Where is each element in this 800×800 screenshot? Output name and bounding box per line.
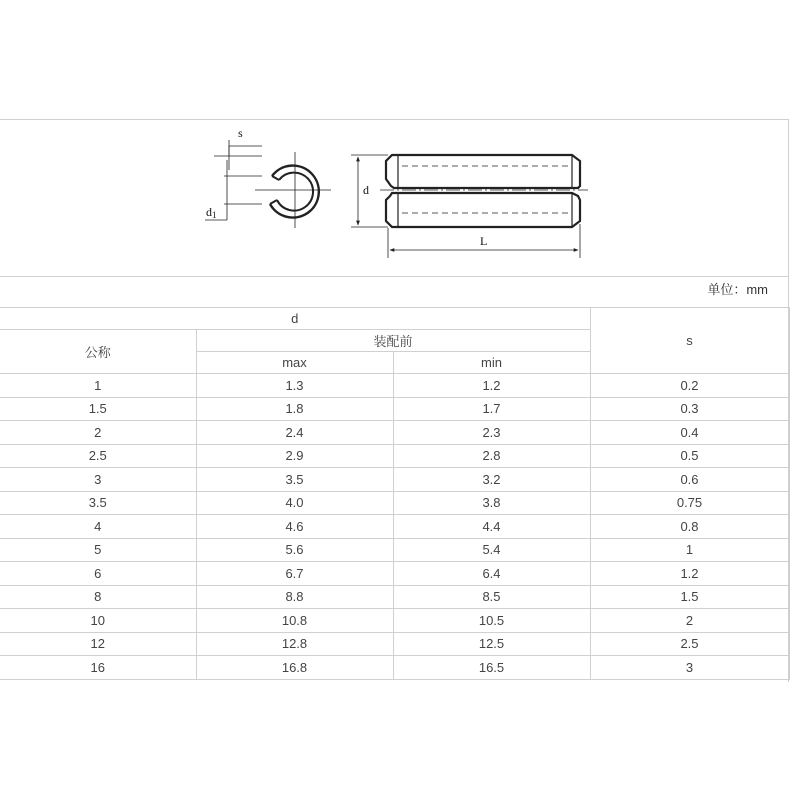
table-row bbox=[0, 468, 789, 492]
header-max: max bbox=[196, 352, 393, 374]
cell-min: 1.2 bbox=[393, 374, 590, 398]
cell-min: 10.5 bbox=[393, 609, 590, 633]
cell-max: 8.8 bbox=[196, 585, 393, 609]
cell-s: 1.2 bbox=[590, 562, 789, 586]
cell-max: 6.7 bbox=[196, 562, 393, 586]
cell-nominal: 3.5 bbox=[0, 491, 196, 515]
header-min: min bbox=[393, 352, 590, 374]
cell-min: 3.2 bbox=[393, 468, 590, 492]
table-row bbox=[0, 632, 789, 656]
cell-min: 16.5 bbox=[393, 656, 590, 680]
cell-min: 2.8 bbox=[393, 444, 590, 468]
cell-max: 2.4 bbox=[196, 421, 393, 445]
table-row bbox=[0, 491, 789, 515]
cell-max: 16.8 bbox=[196, 656, 393, 680]
unit-label: 单位：mm bbox=[707, 282, 768, 297]
cell-min: 4.4 bbox=[393, 515, 590, 539]
cell-max: 1.3 bbox=[196, 374, 393, 398]
side-view bbox=[351, 155, 588, 258]
cell-max: 10.8 bbox=[196, 609, 393, 633]
cell-nominal: 4 bbox=[0, 515, 196, 539]
cell-s: 0.6 bbox=[590, 468, 789, 492]
label-s: s bbox=[238, 126, 243, 140]
table-row bbox=[0, 397, 789, 421]
cell-s: 1 bbox=[590, 538, 789, 562]
cell-min: 2.3 bbox=[393, 421, 590, 445]
cell-nominal: 1.5 bbox=[0, 397, 196, 421]
table-row bbox=[0, 562, 789, 586]
cell-nominal: 1 bbox=[0, 374, 196, 398]
end-view bbox=[205, 140, 331, 228]
cell-nominal: 2.5 bbox=[0, 444, 196, 468]
cell-min: 1.7 bbox=[393, 397, 590, 421]
cell-nominal: 3 bbox=[0, 468, 196, 492]
table-row bbox=[0, 421, 789, 445]
cell-s: 0.2 bbox=[590, 374, 789, 398]
cell-s: 1.5 bbox=[590, 585, 789, 609]
cell-s: 2 bbox=[590, 609, 789, 633]
cell-nominal: 2 bbox=[0, 421, 196, 445]
d-dimension bbox=[351, 155, 388, 227]
cell-min: 5.4 bbox=[393, 538, 590, 562]
s-dimension bbox=[214, 140, 262, 170]
cell-max: 4.6 bbox=[196, 515, 393, 539]
header-d: d bbox=[0, 308, 590, 330]
cell-min: 12.5 bbox=[393, 632, 590, 656]
cell-nominal: 12 bbox=[0, 632, 196, 656]
cell-s: 3 bbox=[590, 656, 789, 680]
header-s: s bbox=[590, 308, 789, 374]
spec-table bbox=[0, 307, 790, 680]
cell-min: 3.8 bbox=[393, 491, 590, 515]
cell-max: 2.9 bbox=[196, 444, 393, 468]
pin-body-outline bbox=[386, 155, 580, 188]
table-row bbox=[0, 656, 789, 680]
cell-s: 0.75 bbox=[590, 491, 789, 515]
split-ring-shape bbox=[270, 166, 319, 218]
cell-max: 4.0 bbox=[196, 491, 393, 515]
cell-min: 6.4 bbox=[393, 562, 590, 586]
cell-s: 0.4 bbox=[590, 421, 789, 445]
cell-nominal: 6 bbox=[0, 562, 196, 586]
header-row-1 bbox=[0, 308, 789, 330]
cell-max: 3.5 bbox=[196, 468, 393, 492]
cell-max: 1.8 bbox=[196, 397, 393, 421]
cell-nominal: 8 bbox=[0, 585, 196, 609]
label-d1: d1 bbox=[206, 205, 217, 220]
cell-s: 2.5 bbox=[590, 632, 789, 656]
table-row bbox=[0, 515, 789, 539]
cell-s: 0.8 bbox=[590, 515, 789, 539]
cell-min: 8.5 bbox=[393, 585, 590, 609]
label-L: L bbox=[480, 234, 488, 248]
table-row bbox=[0, 374, 789, 398]
cell-max: 5.6 bbox=[196, 538, 393, 562]
label-d: d bbox=[363, 183, 369, 197]
cell-s: 0.5 bbox=[590, 444, 789, 468]
table-row bbox=[0, 538, 789, 562]
cell-max: 12.8 bbox=[196, 632, 393, 656]
table-row bbox=[0, 609, 789, 633]
pin-body-lower bbox=[386, 193, 580, 227]
table-row bbox=[0, 585, 789, 609]
header-before-assembly: 装配前 bbox=[196, 330, 590, 352]
cell-nominal: 16 bbox=[0, 656, 196, 680]
cell-nominal: 5 bbox=[0, 538, 196, 562]
table-row bbox=[0, 444, 789, 468]
spring-pin-drawing bbox=[0, 120, 788, 276]
cell-nominal: 10 bbox=[0, 609, 196, 633]
header-nominal: 公称 bbox=[0, 330, 196, 374]
cell-s: 0.3 bbox=[590, 397, 789, 421]
